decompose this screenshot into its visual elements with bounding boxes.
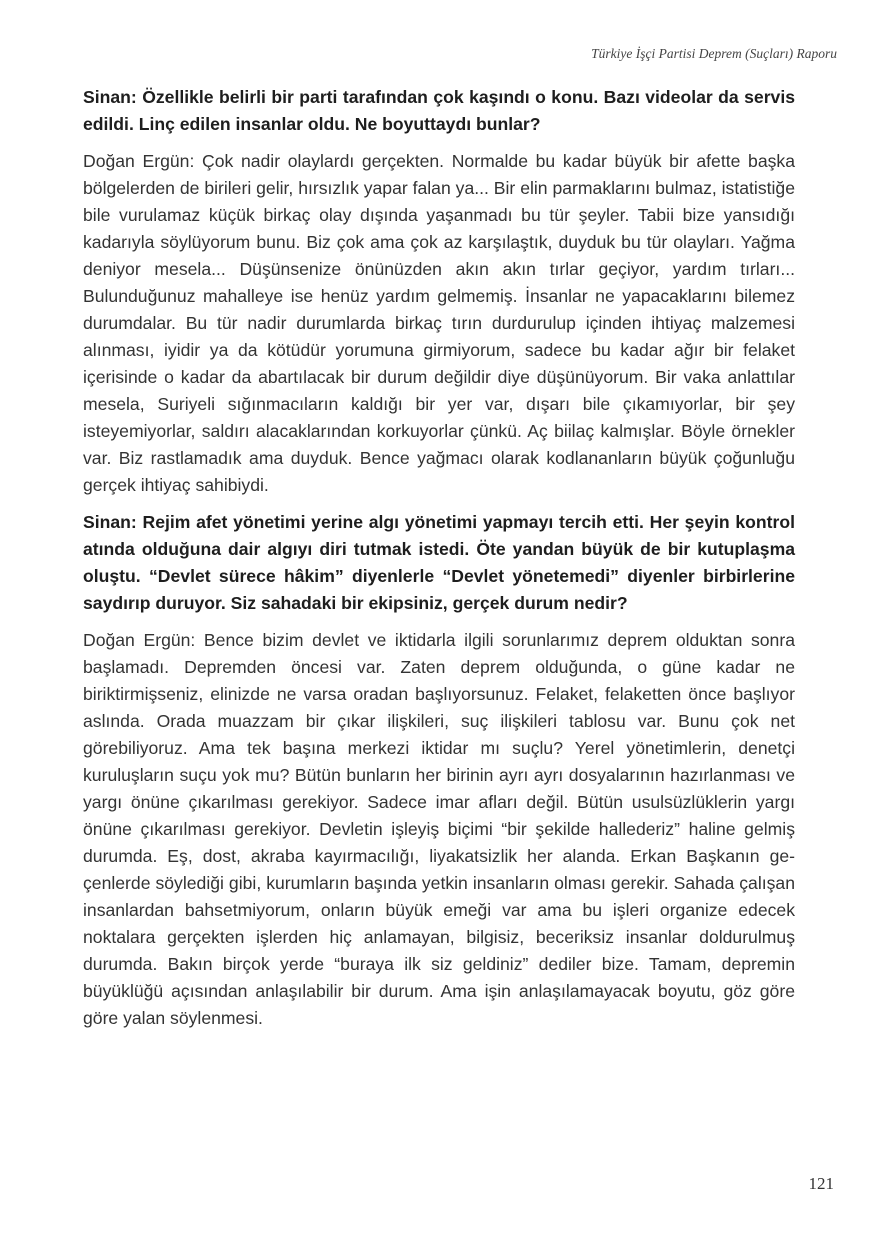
interview-question-2: Sinan: Rejim afet yönetimi yerine algı yönetimi yapmayı tercih etti. Her şeyin kontrol atında olduğuna dair algıyı diri tutmak istedi. Öte yandan büyük de bir kutuplaşma oluştu. “Devlet sürece hâkim” diyenlerle “Devlet yönetemedi” diyenler birbirlerine saydırıp duruyor. Siz sahadaki bir ekipsiniz, gerçek durum nedir? [83, 512, 795, 613]
interview-answer-1: Doğan Ergün: Çok nadir olaylardı gerçekten. Normalde bu kadar büyük bir afette başka bölgelerden de birileri gelir, hırsızlık yapar falan ya... Bir elin parmaklarını bulmaz, istatistiğe bile vurulamaz küçük birkaç olay dışında yaşanmadı bu tür şeyler. Tabii bize yansıdığı kadarıyla söylüyorum bunu. Biz çok ama çok az karşılaştık, duyduk bu tür olayları. Yağma deniyor mesela... Düşünsenize önünüzden akın akın tırlar geçiyor, yardım tırları... Bulunduğunuz mahalleye ise henüz yardım gelmemiş. İnsanlar ne yapacaklarını bilemez durumdalar. Bu tür nadir durumlarda birkaç tırın durdurulup içinden ihtiyaç malzemesi alınması, iyidir ya da kötüdür yorumuna girmiyorum, sadece bu kadar ağır bir felaket içerisinde o kadar da abartılacak bir durum değildir diye düşünüyorum. Bir vaka anlattılar mesela, Suriyeli sığınmacıların kaldığı bir yer var, dışarı bile çıkamıyorlar, bir şey isteyemiyorlar, saldırı alacaklarından korkuyorlar çünkü. Aç biilaç kalmışlar. Böyle örnekler var. Biz rastlamadık ama duyduk. Bence yağmacı olarak kodlananların büyük çoğunluğu gerçek ihtiyaç sahibiydi. [83, 151, 795, 495]
running-header: Türkiye İşçi Partisi Deprem (Suçları) Raporu [591, 46, 837, 61]
page-content [83, 84, 795, 1042]
page-number: 121 [808, 1174, 834, 1193]
interview-answer-2: Doğan Ergün: Bence bizim devlet ve iktidarla ilgili sorunlarımız deprem olduktan sonra başlamadı. Depremden öncesi var. Zaten deprem olduğunda, o güne kadar ne biriktirmişseniz, elinizde ne varsa oradan başlıyorsunuz. Felaket, felaketten önce başlıyor aslında. Orada muazzam bir çıkar ilişkileri, suç ilişkileri tablosu var. Bunu çok net görebiliyoruz. Ama tek başına merkezi iktidar mı suçlu? Yerel yönetimlerin, denetçi kuruluşların suçu yok mu? Bütün bunların her birinin ayrı ayrı dosyalarının hazırlanması ve yargı önüne çıkarılması gerekiyor. Sadece imar afları değil. Bütün usulsüzlüklerin yargı önüne çıkarılması gerekiyor. Devletin işleyiş biçimi “bir şekilde hallederiz” haline gelmiş durumda. Eş, dost, akraba kayırmacılığı, liyakatsizlik her alanda. Erkan Başkanın geçenlerde söylediği gibi, kurumların başında yetkin insanların olması gerekir. Sahada çalışan insanlardan bahsetmiyorum, onların büyük emeği var ama bu işleri organize edecek noktalara gerçekten işlerden hiç anlamayan, bilgisiz, beceriksiz insanlar doldurulmuş durumda. Bakın birçok yerde “buraya ilk siz geldiniz” dediler bize. Tamam, depremin büyüklüğü açısından anlaşılabilir bir durum. Ama işin anlaşılamayacak boyutu, göz göre göre yalan söylenmesi. [83, 630, 795, 1028]
interview-question-1: Sinan: Özellikle belirli bir parti tarafından çok kaşındı o konu. Bazı videolar da servis edildi. Linç edilen insanlar oldu. Ne boyuttaydı bunlar? [83, 87, 795, 134]
